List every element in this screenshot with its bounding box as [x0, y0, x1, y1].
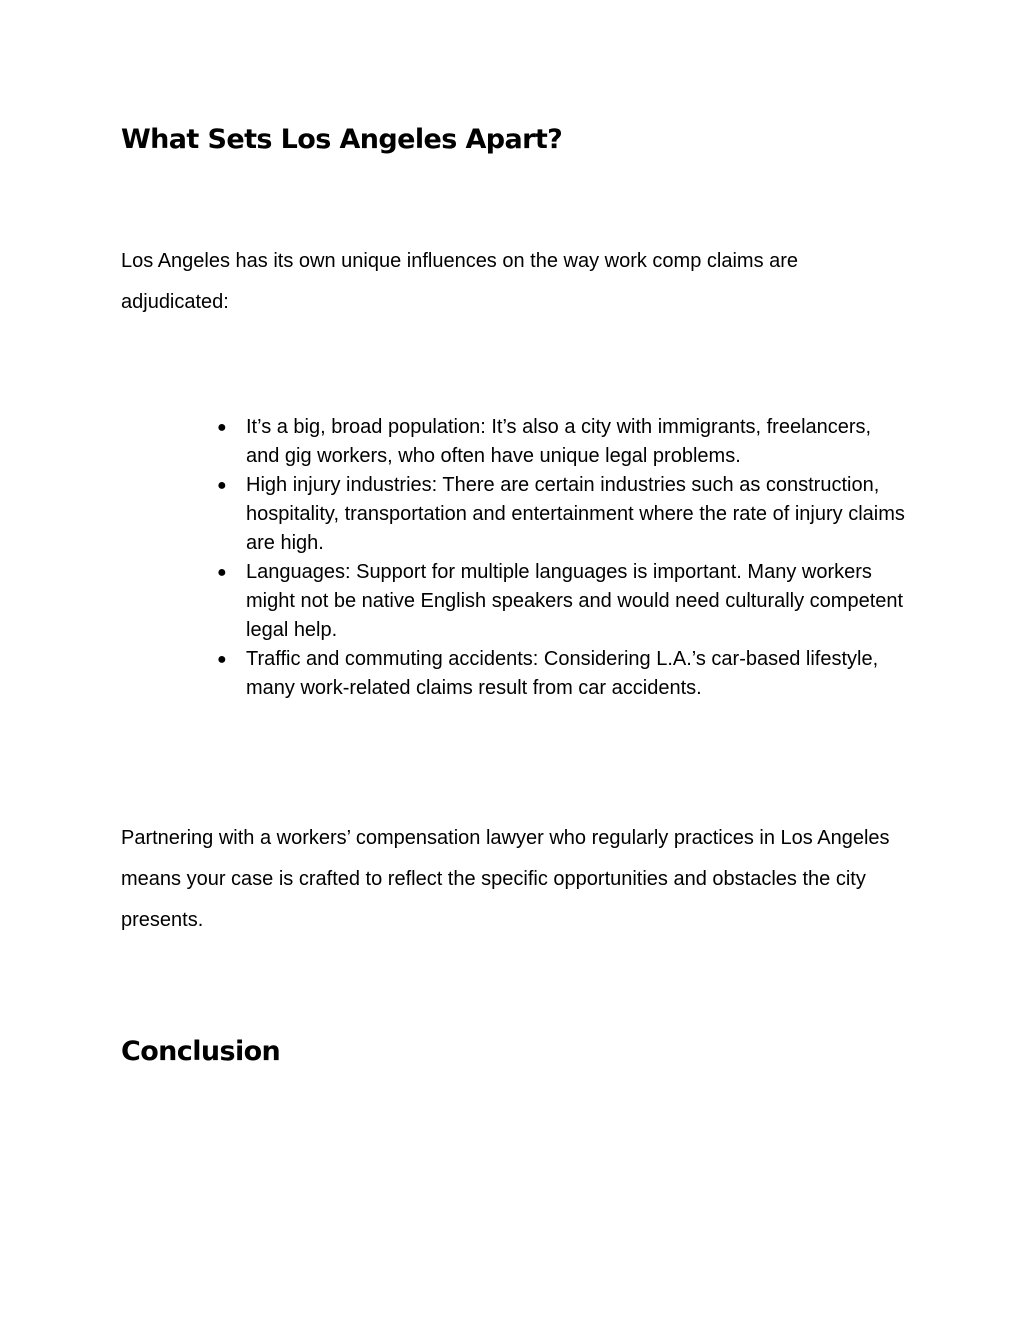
- list-item-text: Languages: Support for multiple languages is important. Many workers might not be native English speakers and would need culturally competent legal help.: [246, 561, 904, 641]
- list-item-text: High injury industries: There are certain industries such as construction, hospitality, transportation and entertainment where the rate of injury claims are high.: [246, 474, 905, 554]
- list-item: [0, 413, 906, 471]
- list-item: [0, 558, 906, 645]
- section-heading-what-sets-la-apart: What Sets Los Angeles Apart?: [121, 124, 563, 155]
- intro-paragraph: Los Angeles has its own unique influences on the way work comp claims are adjudicated:: [121, 250, 799, 313]
- bullet-icon: ●: [217, 564, 227, 581]
- list-item: [0, 645, 906, 703]
- bullet-icon: ●: [217, 651, 227, 668]
- bullet-list: [0, 413, 1024, 703]
- section-heading-conclusion: Conclusion: [121, 1036, 281, 1067]
- closing-paragraph: Partnering with a workers’ compensation lawyer who regularly practices in Los Angeles means your case is crafted to reflect the specific opportunities and obstacles the city presents.: [121, 827, 890, 931]
- bullet-icon: ●: [217, 477, 227, 494]
- list-item: [0, 471, 906, 558]
- list-item-text: It’s a big, broad population: It’s also a city with immigrants, freelancers, and gig workers, who often have unique legal problems.: [246, 416, 872, 467]
- list-item-text: Traffic and commuting accidents: Considering L.A.’s car-based lifestyle, many work-related claims result from car accidents.: [246, 648, 879, 699]
- bullet-icon: ●: [217, 419, 227, 436]
